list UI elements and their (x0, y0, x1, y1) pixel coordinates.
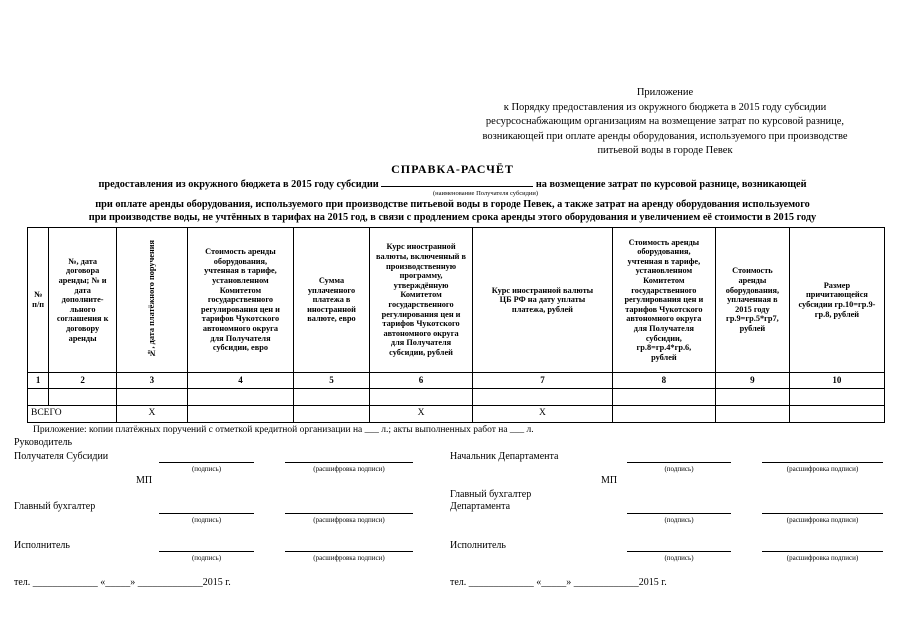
header-text-line: автономного округа (202, 323, 279, 333)
header-text-line: субсидии гр.10=гр.9- (798, 300, 876, 309)
left-executor-signature-line[interactable] (159, 551, 254, 552)
table-cell[interactable] (789, 389, 884, 406)
decode-caption: (расшифровка подписи) (313, 465, 385, 473)
right-accountant-title-1: Главный бухгалтер (450, 489, 532, 500)
header-text-line: учтенная в тарифе, (627, 256, 701, 266)
header-cell (369, 228, 472, 373)
column-number: 3 (117, 373, 188, 389)
header-text-line: регулирования цен и (381, 309, 461, 319)
left-head-decode-line[interactable] (285, 462, 413, 463)
header-text-line: Курс иностранной (386, 242, 456, 252)
document-title: СПРАВКА-РАСЧЁТ (391, 162, 514, 176)
header-cell (28, 228, 49, 373)
header-cell (473, 228, 613, 373)
header-text-line: Сумма (318, 276, 345, 286)
signature-caption: (подпись) (664, 516, 694, 524)
column-number: 8 (612, 373, 715, 389)
header-text-line: договора (66, 266, 100, 276)
column-number: 9 (715, 373, 789, 389)
table-cell[interactable] (473, 389, 613, 406)
header-text-line: дополните- (61, 295, 104, 305)
left-accountant-decode-line[interactable] (285, 513, 413, 514)
header-text-line: тарифов Чукотского (625, 304, 703, 314)
header-text-line: №, дата (68, 256, 98, 266)
header-text-line: гр.8=гр.4*гр.6, (636, 343, 692, 353)
header-text-line: субсидии, евро (212, 343, 268, 353)
table-cell[interactable] (294, 389, 370, 406)
header-text-line: тарифов Чукотского (201, 314, 280, 324)
header-text-line: гр.9=гр.5*гр7, (726, 314, 779, 324)
table-cell[interactable] (49, 389, 117, 406)
header-text-line: п/п (32, 300, 45, 309)
header-text-line: уплаченного (307, 285, 356, 295)
header-text-line: аренды (738, 276, 767, 286)
header-text-line: субсидии, (645, 333, 682, 343)
header-text-line: Комитетом (643, 276, 685, 286)
total-cell[interactable] (187, 406, 293, 423)
subtitle-line-1-start: предоставления из окружного бюджета в 2015 году субсидии (98, 179, 379, 190)
left-head-title-1: Руководитель (14, 437, 73, 448)
header-text-line: Комитетом (219, 285, 262, 295)
header-text-line: установленном (635, 266, 693, 276)
column-number: 7 (473, 373, 613, 389)
header-text-line: Стоимость (732, 266, 773, 276)
header-text-line: дата (74, 285, 91, 295)
decode-caption: (расшифровка подписи) (786, 554, 859, 562)
left-phone-date-line: тел. _____________ «_____» _____________2015 г. (14, 577, 231, 588)
header-text-line: оборудования, (637, 247, 691, 257)
column-number: 2 (49, 373, 117, 389)
column-number: 5 (294, 373, 370, 389)
table-cell[interactable] (117, 389, 188, 406)
header-text-line: рублей (651, 352, 677, 362)
right-head-signature-line[interactable] (627, 462, 731, 463)
total-cell[interactable] (715, 406, 789, 423)
header-text-line: оборудования, (213, 256, 268, 266)
right-stamp-place: МП (601, 475, 618, 486)
header-text-line: установленном (212, 276, 269, 286)
header-text-line: производственную (385, 261, 457, 271)
right-head-title: Начальник Департамента (450, 451, 559, 462)
header-text-line: учтенная в тарифе, (204, 266, 277, 276)
header-text-line: валюте, евро (307, 314, 356, 324)
total-cell: X (369, 406, 472, 423)
right-executor-decode-line[interactable] (762, 551, 883, 552)
header-text-line: оборудования, (725, 285, 780, 295)
header-cell (715, 228, 789, 373)
left-stamp-place: МП (136, 475, 153, 486)
header-cell (187, 228, 293, 373)
right-phone-date-line: тел. _____________ «_____» _____________2015 г. (450, 577, 667, 588)
total-cell: X (473, 406, 613, 423)
header-cell (294, 228, 370, 373)
header-text-line: аренды; № и (58, 276, 107, 286)
header-text-line: Курс иностранной валюты (491, 285, 594, 295)
right-head-decode-line[interactable] (762, 462, 883, 463)
header-text-line: льного (69, 304, 96, 314)
header-text-line: программу, (399, 271, 443, 281)
appendix-header (440, 86, 890, 159)
left-head-signature-line[interactable] (159, 462, 254, 463)
column-number: 4 (187, 373, 293, 389)
header-text-line: ЦБ РФ на дату уплаты (499, 295, 586, 305)
header-text-line: автономного округа (626, 314, 702, 324)
header-text-line: платежа, рублей (511, 304, 573, 314)
header-text-line: иностранной (307, 304, 356, 314)
header-text-line: для Получателя (210, 333, 271, 343)
header-text-line: гр.8, рублей (814, 309, 860, 319)
appendix-line: ресурсоснабжающим организациям на возмещение затрат по курсовой разнице, (485, 116, 845, 127)
attachments-note: Приложение: копии платёжных поручений с отметкой кредитной организации на ___ л.; акты выполненных работ на ___ л. (33, 425, 534, 435)
header-text-line: государственного (207, 295, 274, 305)
header-text-line: для Получателя (633, 323, 694, 333)
subtitle-line-2: при оплате аренды оборудования, используемого при производстве питьевой воды в городе Певек, а также затрат на аренду оборудования используемого (95, 199, 810, 210)
header-text-line: утверждённую (393, 280, 449, 290)
header-text-line: платежа в (312, 295, 351, 305)
table-cell[interactable] (187, 389, 293, 406)
header-text-line: тарифов Чукотского (382, 319, 460, 329)
total-cell: X (117, 406, 188, 423)
total-cell[interactable] (612, 406, 715, 423)
signature-caption: (подпись) (191, 465, 222, 473)
header-text-line: 2015 году (735, 304, 770, 314)
header-text-line: Стоимость аренды (628, 237, 700, 247)
header-text-line: аренды (68, 333, 97, 343)
column-number-row (28, 373, 885, 389)
signature-caption: (подпись) (664, 465, 694, 473)
header-text-line: для Получателя (390, 338, 452, 348)
right-accountant-signature-line[interactable] (627, 513, 731, 514)
header-text-line: регулирования цен и (201, 304, 280, 314)
header-text-line: субсидии, рублей (389, 347, 453, 357)
appendix-line: питьевой воды в городе Певек (597, 145, 733, 156)
header-text-line: регулирования цен и (624, 295, 704, 305)
table-cell[interactable] (369, 389, 472, 406)
header-text-line: № (33, 290, 43, 300)
left-accountant-title: Главный бухгалтер (14, 501, 96, 512)
appendix-line: к Порядку предоставления из окружного бюджета в 2015 году субсидии (503, 101, 827, 113)
decode-caption: (расшифровка подписи) (786, 465, 859, 473)
total-cell[interactable] (294, 406, 370, 423)
payment-order-header: №, дата платёжного поручения (147, 239, 157, 358)
decode-caption: (расшифровка подписи) (313, 554, 385, 562)
header-text-line: Комитетом (400, 290, 442, 300)
header-text-line: государственного (631, 285, 697, 295)
total-row (28, 406, 885, 423)
header-text-line: государственного (388, 300, 454, 309)
recipient-name-field[interactable] (381, 177, 533, 187)
header-text-line: автономного округа (383, 328, 459, 338)
right-executor-signature-line[interactable] (627, 551, 731, 552)
header-text-line: соглашения к (56, 314, 109, 324)
header-cell (49, 228, 117, 373)
header-text-line: уплаченная в (727, 295, 778, 305)
left-head-title-2: Получателя Субсидии (14, 451, 109, 462)
table-cell[interactable] (715, 389, 789, 406)
data-row-empty (28, 389, 885, 406)
decode-caption: (расшифровка подписи) (786, 516, 859, 524)
header-text-line: Стоимость аренды (205, 247, 276, 257)
header-text-line: валюты, включенный в (376, 252, 467, 262)
left-accountant-signature-line[interactable] (159, 513, 254, 514)
table-header-row (28, 228, 885, 373)
total-label: ВСЕГО (28, 406, 117, 423)
table-cell[interactable] (612, 389, 715, 406)
subtitle-line-1-end: на возмещение затрат по курсовой разнице, возникающей (535, 179, 807, 190)
signature-caption: (подпись) (191, 516, 222, 524)
header-text-line: причитающейся (805, 290, 868, 300)
column-number: 10 (789, 373, 884, 389)
header-text-line: Размер (823, 280, 851, 290)
right-accountant-decode-line[interactable] (762, 513, 883, 514)
decode-caption: (расшифровка подписи) (313, 516, 385, 524)
subtitle-line-1 (0, 177, 905, 190)
total-cell[interactable] (789, 406, 884, 423)
header-text-line: рублей (739, 323, 766, 333)
appendix-line: возникающей при оплате аренды оборудования, используемого при производстве (482, 130, 848, 142)
left-executor-title: Исполнитель (14, 540, 70, 551)
right-accountant-title-2: Департамента (450, 501, 511, 512)
right-executor-title: Исполнитель (450, 540, 506, 551)
subtitle-line-3: при производстве воды, не учтённых в тарифах на 2015 год, в связи с продлением срока аренды этого оборудования и увеличением её стоимости в 2015 году (88, 212, 817, 223)
recipient-caption: (наименование Получателя субсидии) (433, 190, 539, 197)
signature-caption: (подпись) (191, 554, 222, 562)
table-cell[interactable] (28, 389, 49, 406)
column-number: 1 (28, 373, 49, 389)
signature-caption: (подпись) (664, 554, 694, 562)
appendix-line: Приложение (636, 87, 694, 98)
calculation-table (27, 227, 885, 423)
header-cell (789, 228, 884, 373)
column-number: 6 (369, 373, 472, 389)
header-cell (612, 228, 715, 373)
left-executor-decode-line[interactable] (285, 551, 413, 552)
header-text-line: договору (66, 323, 100, 333)
header-cell-vertical (117, 228, 188, 373)
